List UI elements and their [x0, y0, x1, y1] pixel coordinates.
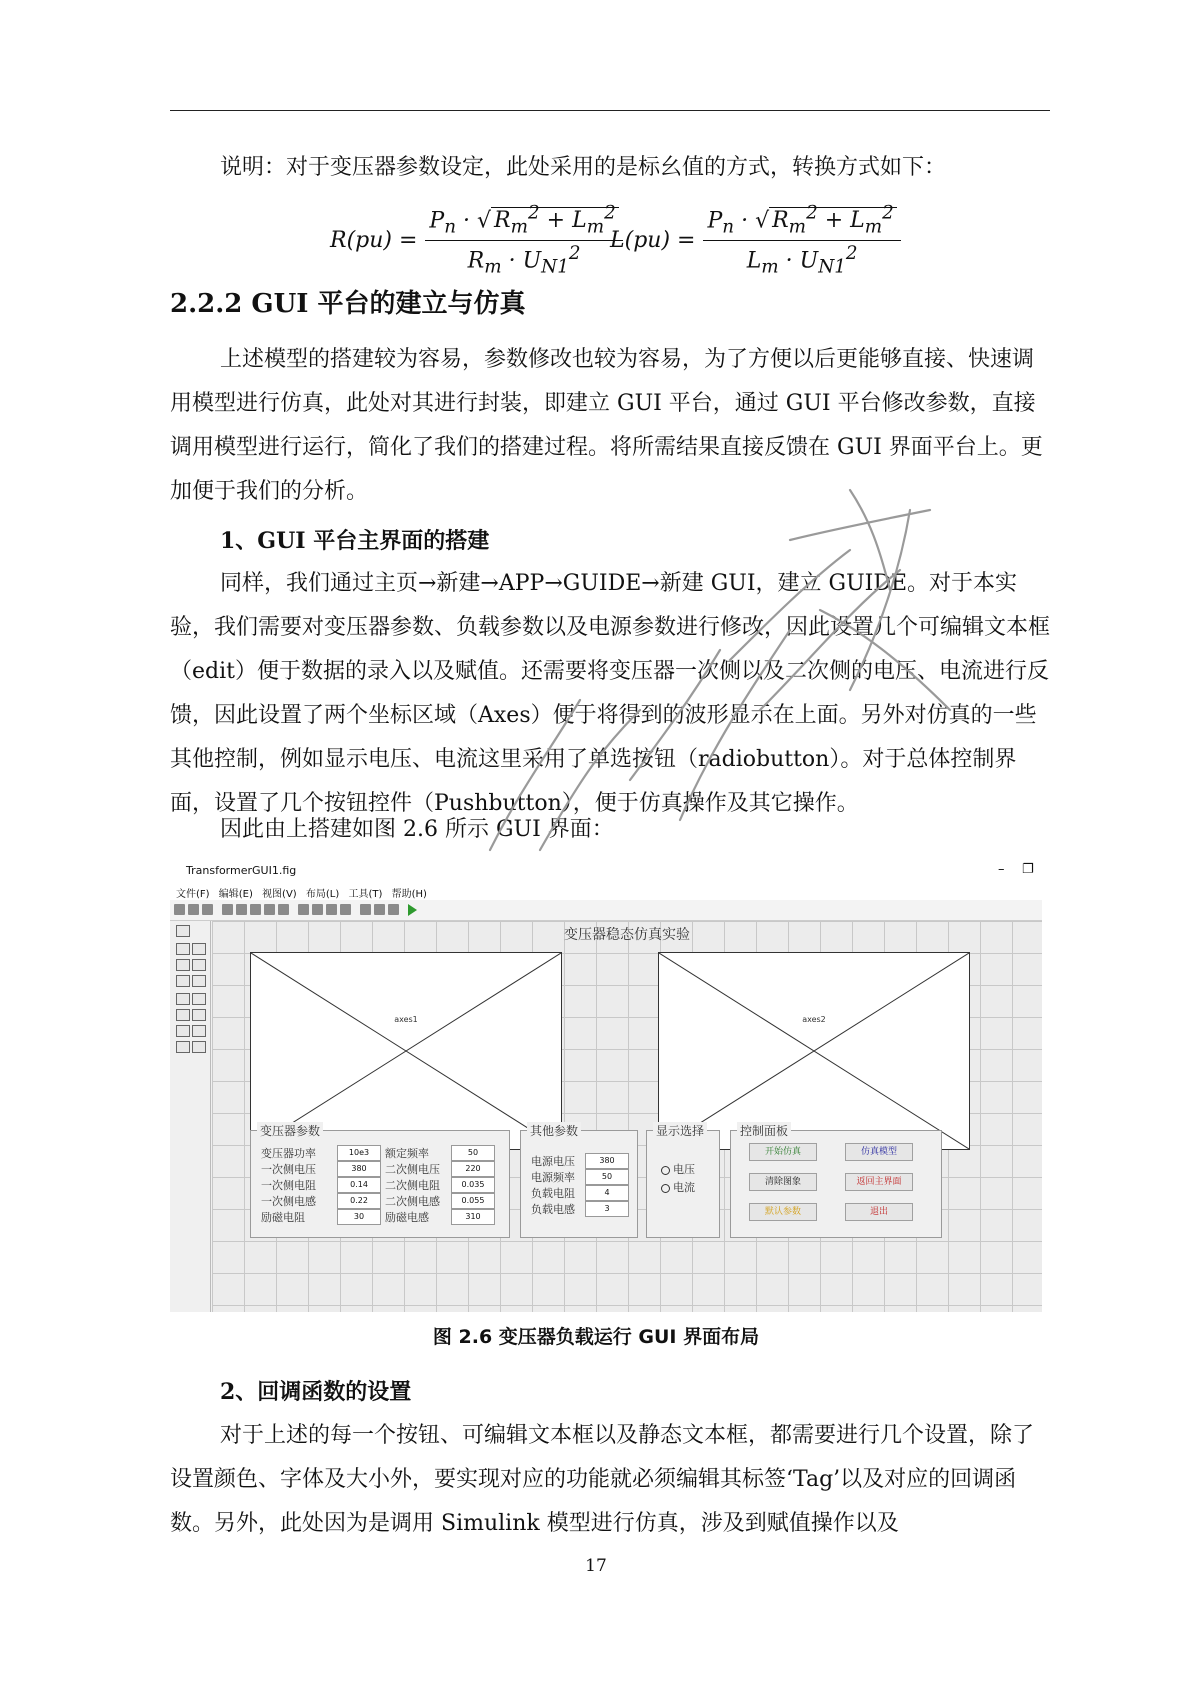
l-pu-lhs: L(pu) =	[610, 227, 696, 253]
paragraph-1: 上述模型的搭建较为容易，参数修改也较为容易，为了方便以后更能够直接、快速调用模型进行仿真，此处对其进行封装，即建立 GUI 平台，通过 GUI 平台修改参数，直接调用模型进行运行，简化了我们的搭建过程。将所需结果直接反馈在 GUI 界面平台上。更加便于我们的分析。	[170, 347, 1043, 504]
panel-tool-icon[interactable]	[192, 1025, 206, 1037]
control-panel-title: 控制面板	[737, 1122, 791, 1139]
param-label: 一次侧电阻	[261, 1179, 316, 1192]
param-label: 二次侧电压	[385, 1163, 440, 1176]
param-edit[interactable]: 0.22	[337, 1193, 381, 1209]
radio-current-label: 电流	[673, 1181, 695, 1194]
exit-button[interactable]: 退出	[845, 1203, 913, 1221]
param-edit[interactable]: 30	[337, 1209, 381, 1225]
transformer-params-panel	[250, 1124, 510, 1238]
transformer-panel-title: 变压器参数	[257, 1122, 323, 1139]
display-panel-title: 显示选择	[653, 1122, 707, 1139]
menu-editor-icon[interactable]	[312, 904, 323, 915]
param-edit[interactable]: 50	[585, 1169, 629, 1185]
param-label: 电源电压	[531, 1155, 575, 1168]
figure-title: 变压器稳态仿真实验	[564, 927, 690, 943]
l-pu-den: L	[746, 247, 762, 273]
axes-tool-icon[interactable]	[176, 1025, 190, 1037]
l-pu-formula: L(pu) = $\frac{P_n \cdot √ R_m^2 + L_m^2}{L_m \cdot U_{N1}^2}$	[610, 200, 901, 280]
param-edit[interactable]: 0.14	[337, 1177, 381, 1193]
axes-2-label: axes2	[802, 1015, 826, 1024]
checkbox-tool-icon[interactable]	[192, 959, 206, 971]
toggle-tool-icon[interactable]	[176, 1009, 190, 1021]
display-select-panel	[646, 1124, 720, 1238]
other-panel-title: 其他参数	[527, 1122, 581, 1139]
radio-current[interactable]	[661, 1179, 695, 1195]
param-edit[interactable]: 380	[585, 1153, 629, 1169]
clear-plot-button[interactable]: 清除图象	[749, 1173, 817, 1191]
r-pu-formula: R(pu) = $\frac{P_n \cdot √ R_m^2 + L_m^2}{R_m \cdot U_{N1}^2}$	[330, 200, 623, 280]
cut-icon[interactable]	[222, 904, 233, 915]
slider-tool-icon[interactable]	[192, 943, 206, 955]
r-pu-lhs: R(pu) =	[330, 227, 418, 253]
param-edit[interactable]: 10e3	[337, 1145, 381, 1161]
align-icon[interactable]	[298, 904, 309, 915]
restore-button[interactable]: ❐	[1022, 862, 1034, 877]
redo-icon[interactable]	[278, 904, 289, 915]
param-edit[interactable]: 310	[451, 1209, 495, 1225]
param-edit[interactable]: 0.055	[451, 1193, 495, 1209]
control-panel	[730, 1124, 942, 1238]
start-simulation-button[interactable]: 开始仿真	[749, 1143, 817, 1161]
pushbutton-tool-icon[interactable]	[176, 943, 190, 955]
radiobutton-tool-icon[interactable]	[176, 959, 190, 971]
param-label: 二次侧电阻	[385, 1179, 440, 1192]
param-edit[interactable]: 50	[451, 1145, 495, 1161]
param-label: 一次侧电压	[261, 1163, 316, 1176]
subhead-2: 2、回调函数的设置	[220, 1379, 412, 1405]
paragraph-2: 同样，我们通过主页→新建→APP→GUIDE→新建 GUI，建立 GUIDE。对于本实验，我们需要对变压器参数、负载参数以及电源参数进行修改，因此设置几个可编辑文本框（edit）便于数据的录入以及赋值。还需要将变压器一次侧以及二次侧的电压、电流进行反馈，因此设置了两个坐标区域（Axes）便于将得到的波形显示在上面。另外对仿真的一些其他控制，例如显示电压、电流这里采用了单选按钮（radiobutton）。对于总体控制界面，设置了几个按钮控件（Pushbutton），便于仿真操作及其它操作。	[170, 571, 1051, 816]
radio-voltage-label: 电压	[673, 1163, 695, 1176]
default-params-button[interactable]: 默认参数	[749, 1203, 817, 1221]
intro-text: 说明：对于变压器参数设定，此处采用的是标幺值的方式，转换方式如下：	[220, 155, 947, 180]
figure-caption: 图 2.6 变压器负载运行 GUI 界面布局	[432, 1326, 760, 1348]
listbox-tool-icon[interactable]	[192, 993, 206, 1005]
page-number: 17	[585, 1556, 607, 1576]
component-palette	[170, 921, 211, 1312]
param-edit[interactable]: 380	[337, 1161, 381, 1177]
buttongroup-tool-icon[interactable]	[176, 1041, 190, 1053]
menu-help[interactable]: 帮助(H)	[391, 889, 427, 900]
edit-tool-icon[interactable]	[176, 975, 190, 987]
undo-icon[interactable]	[264, 904, 275, 915]
text-tool-icon[interactable]	[192, 975, 206, 987]
minimize-button[interactable]: –	[998, 862, 1005, 877]
new-icon[interactable]	[174, 904, 185, 915]
param-label: 电源频率	[531, 1171, 575, 1184]
paragraph-4: 对于上述的每一个按钮、可编辑文本框以及静态文本框，都需要进行几个设置，除了设置颜色、字体及大小外，要实现对应的功能就必须编辑其标签‘Tag’以及对应的回调函数。另外，此处因为是调用 Simulink 模型进行仿真，涉及到赋值操作以及	[170, 1423, 1035, 1536]
table-tool-icon[interactable]	[192, 1009, 206, 1021]
pu-formulas	[330, 200, 1050, 280]
axes-2-cross	[659, 953, 969, 1149]
param-label: 励磁电阻	[261, 1211, 305, 1224]
paste-icon[interactable]	[250, 904, 261, 915]
open-icon[interactable]	[188, 904, 199, 915]
param-label: 负载电感	[531, 1203, 575, 1216]
param-edit[interactable]: 0.035	[451, 1177, 495, 1193]
section-title: 2.2.2 GUI 平台的建立与仿真	[170, 289, 526, 319]
axes-1[interactable]	[250, 952, 562, 1150]
popup-tool-icon[interactable]	[176, 993, 190, 1005]
simulation-model-button[interactable]: 仿真模型	[845, 1143, 913, 1161]
inspector-icon[interactable]	[374, 904, 385, 915]
menu-view[interactable]: 视图(V)	[262, 889, 297, 900]
menu-tools[interactable]: 工具(T)	[348, 889, 383, 900]
browser-icon[interactable]	[388, 904, 399, 915]
r-pu-den: R	[467, 247, 485, 273]
window-title: TransformerGUI1.fig	[186, 864, 297, 877]
param-edit[interactable]: 220	[451, 1161, 495, 1177]
copy-icon[interactable]	[236, 904, 247, 915]
paragraph-3: 因此由上搭建如图 2.6 所示 GUI 界面：	[220, 817, 614, 842]
menu-bar	[170, 882, 1042, 900]
save-icon[interactable]	[202, 904, 213, 915]
radio-voltage-dot	[661, 1166, 670, 1175]
window-titlebar	[170, 860, 1042, 882]
activex-tool-icon[interactable]	[192, 1041, 206, 1053]
param-label: 负载电阻	[531, 1187, 575, 1200]
gui-screenshot	[170, 860, 1042, 1312]
subhead-1: 1、GUI 平台主界面的搭建	[220, 528, 490, 554]
menu-edit[interactable]: 编辑(E)	[218, 889, 253, 900]
menu-layout[interactable]: 布局(L)	[305, 889, 340, 900]
toolbar-editor-icon[interactable]	[340, 904, 351, 915]
axes-1-label: axes1	[394, 1015, 418, 1024]
axes-1-cross	[251, 953, 561, 1149]
other-params-panel	[520, 1124, 638, 1238]
axes-2[interactable]	[658, 952, 970, 1150]
toolbar	[170, 900, 1042, 921]
editor-icon[interactable]	[360, 904, 371, 915]
menu-file[interactable]: 文件(F)	[176, 889, 210, 900]
radio-current-dot	[661, 1184, 670, 1193]
param-edit[interactable]: 3	[585, 1201, 629, 1217]
return-main-button[interactable]: 返回主界面	[845, 1173, 913, 1191]
param-edit[interactable]: 4	[585, 1185, 629, 1201]
param-label: 额定频率	[385, 1147, 429, 1160]
header-rule	[170, 110, 1050, 111]
param-label: 二次侧电感	[385, 1195, 440, 1208]
param-label: 一次侧电感	[261, 1195, 316, 1208]
radio-voltage[interactable]	[661, 1161, 695, 1177]
param-label: 变压器功率	[261, 1147, 316, 1160]
run-icon[interactable]	[408, 904, 417, 916]
param-label: 励磁电感	[385, 1211, 429, 1224]
tab-order-icon[interactable]	[326, 904, 337, 915]
